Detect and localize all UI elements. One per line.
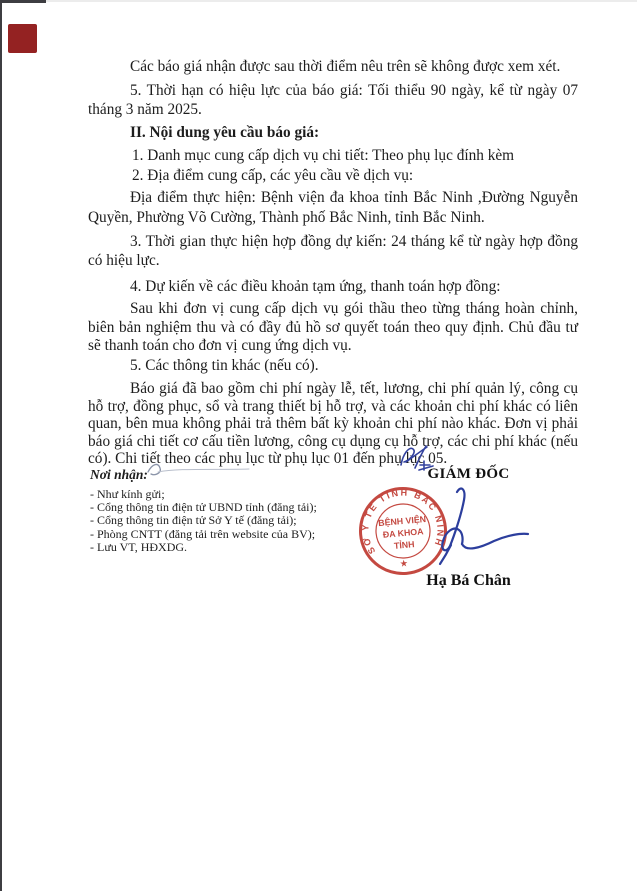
signer-name: Hạ Bá Chân bbox=[426, 572, 511, 589]
recipient-item: - Cổng thông tin điện tử UBND tỉnh (đăng tải); bbox=[90, 500, 317, 515]
paragraph-payment-detail: Sau khi đơn vị cung cấp dịch vụ gói thầu theo từng tháng hoàn chỉnh, biên bản nghiệm thu và có đầy đủ hồ sơ quyết toán theo quy định. Chủ đầu tư sẽ thanh toán cho đơn vị cung ứng dịch vụ. bbox=[88, 300, 578, 354]
list-item-1: 1. Danh mục cung cấp dịch vụ chi tiết: Theo phụ lục đính kèm bbox=[132, 147, 515, 164]
paragraph-intro: Các báo giá nhận được sau thời điểm nêu trên sẽ không được xem xét. bbox=[130, 58, 561, 75]
stamp-line1: BỆNH VIỆN bbox=[377, 513, 427, 529]
recipients-label: Nơi nhận: bbox=[90, 467, 148, 482]
recipient-item: - Cổng thông tin điện tử Sở Y tế (đăng tải); bbox=[90, 513, 297, 528]
pen-flourish bbox=[143, 460, 255, 480]
list-item-2: 2. Địa điểm cung cấp, các yêu cầu về dịch vụ: bbox=[132, 167, 414, 184]
stamp-line3: TỈNH bbox=[393, 539, 415, 551]
paragraph-validity: 5. Thời hạn có hiệu lực của báo giá: Tối thiểu 90 ngày, kể từ ngày 07 tháng 3 năm 2025. bbox=[88, 82, 578, 118]
red-square-marker bbox=[8, 24, 37, 53]
recipient-item: - Lưu VT, HĐXDG. bbox=[90, 539, 188, 554]
paragraph-location: Địa điểm thực hiện: Bệnh viện đa khoa tỉnh Bắc Ninh ,Đường Nguyễn Quyền, Phường Võ Cường, Thành phố Bắc Ninh, tỉnh Bắc Ninh. bbox=[88, 189, 578, 226]
stamp-line2: ĐA KHOA bbox=[382, 526, 424, 540]
scan-edge-left bbox=[0, 0, 2, 891]
scan-edge-top bbox=[0, 0, 637, 2]
paragraph-cost-note: Báo giá đã bao gồm chi phí ngày lễ, tết, lương, chi phí quản lý, công cụ hỗ trợ, đồng phục, sổ và trang thiết bị hỗ trợ, và các khoản chi phí khác có liên quan, bên mua không phải trả thêm bất kỳ khoản chi phí nào khác. Đơn vị phải báo giá chi tiết cơ cấu tiền lương, công cụ dụng cụ hỗ trợ, các chi phí khác (nếu có). Chi tiết theo các phụ lục từ phụ lục 01 đến phụ lục 05. bbox=[88, 380, 578, 467]
recipients-list bbox=[90, 488, 317, 554]
recipient-item: - Như kính gửi; bbox=[90, 487, 165, 501]
signature-title: GIÁM ĐỐC bbox=[427, 466, 510, 482]
section-heading: II. Nội dung yêu cầu báo giá: bbox=[130, 124, 320, 141]
stamp-ring-text: SỞ Y TẾ TỈNH BẮC NINH bbox=[360, 487, 446, 556]
paragraph-other-info: 5. Các thông tin khác (nếu có). bbox=[130, 357, 319, 374]
paragraph-duration: 3. Thời gian thực hiện hợp đồng dự kiến: 24 tháng kể từ ngày hợp đồng có hiệu lực. bbox=[88, 233, 578, 269]
paragraph-payment-heading: 4. Dự kiến về các điều khoản tạm ứng, thanh toán hợp đồng: bbox=[130, 278, 501, 295]
director-signature bbox=[430, 482, 532, 570]
scan-edge-top-dark bbox=[0, 0, 46, 3]
stamp-star-icon: ★ bbox=[399, 558, 408, 569]
recipient-item: - Phòng CNTT (đăng tải trên website của BV); bbox=[90, 526, 316, 541]
